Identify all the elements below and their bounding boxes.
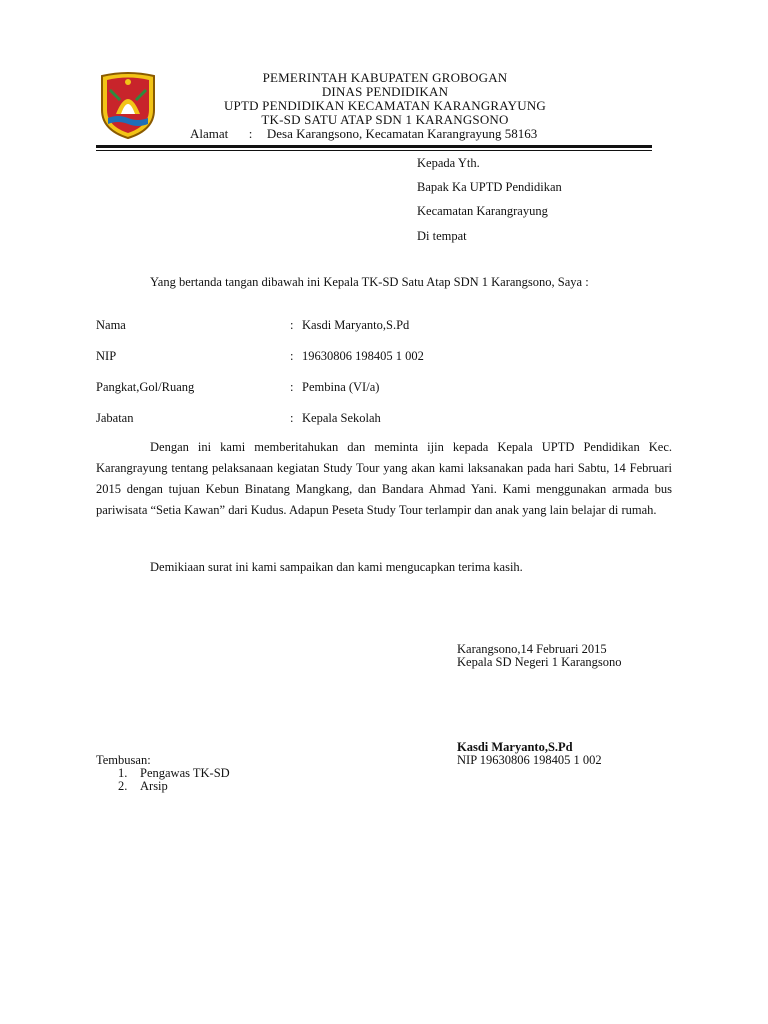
closing-paragraph [96,557,672,578]
field-colon: : [290,318,294,332]
body-text: Dengan ini kami memberitahukan dan meminta ijin kepada Kepala UPTD Pendidikan Kec. Karangrayung tentang pelaksanaan kegiatan Study Tour yang akan kami laksanakan pada hari Sabtu, 14 Februari 2015 dengan tujuan Kebun Binatang Mangkang, dan Bandara Ahmad Yani. Kami menggunakan armada bus pariwisata “Setia Kawan” dari Kudus. Adapun Peseta Study Tour terlampir dan anak yang lain belajar di rumah. [96,440,672,517]
letterhead-line-2: DINAS PENDIDIKAN [321,84,449,99]
cc-label: Tembusan: [96,753,151,767]
field-value-pangkat: Pembina (VI/a) [302,380,380,394]
cc-item-text: Arsip [140,779,168,793]
letterhead-line-1: PEMERINTAH KABUPATEN GROBOGAN [262,70,508,85]
cc-item-number: 1. [118,766,128,780]
recipient-line-2: Bapak Ka UPTD Pendidikan [417,180,562,194]
recipient-line-1: Kepada Yth. [417,156,480,170]
intro-paragraph [96,274,672,291]
field-label-pangkat: Pangkat,Gol/Ruang [96,380,195,394]
signature-name: Kasdi Maryanto,S.Pd [457,740,573,754]
letterhead-line-4: TK-SD SATU ATAP SDN 1 KARANGSONO [261,112,509,127]
field-label-nip: NIP [96,349,117,363]
address-label: Alamat [190,126,229,141]
address-value: Desa Karangsono, Kecamatan Karangrayung 58163 [266,126,538,141]
cc-item [118,780,168,793]
cc-item-text: Pengawas TK-SD [140,766,230,780]
address-separator: : [248,126,253,141]
cc-item [118,767,230,780]
signature-position: Kepala SD Negeri 1 Karangsono [457,655,622,669]
cc-item-number: 2. [118,779,128,793]
letterhead-address [190,127,537,141]
letterhead-divider [96,145,652,148]
signature-nip: NIP 19630806 198405 1 002 [457,753,602,767]
recipient-line-3: Kecamatan Karangrayung [417,204,548,218]
recipient-line-4: Di tempat [417,229,467,243]
intro-text: Yang bertanda tangan dibawah ini Kepala TK-SD Satu Atap SDN 1 Karangsono, Saya : [150,275,589,289]
field-colon: : [290,349,294,363]
field-label-nama: Nama [96,318,126,332]
letterhead-divider-thin [96,150,652,151]
field-value-nip: 19630806 198405 1 002 [302,349,424,363]
closing-text: Demikiaan surat ini kami sampaikan dan kami mengucapkan terima kasih. [150,560,523,574]
letterhead-line-3: UPTD PENDIDIKAN KECAMATAN KARANGRAYUNG [223,98,547,113]
field-colon: : [290,411,294,425]
field-value-nama: Kasdi Maryanto,S.Pd [302,318,410,332]
regency-emblem-icon [96,70,160,140]
body-paragraph [96,437,672,521]
field-label-jabatan: Jabatan [96,411,134,425]
field-value-jabatan: Kepala Sekolah [302,411,381,425]
field-colon: : [290,380,294,394]
signature-place-date: Karangsono,14 Februari 2015 [457,642,607,656]
